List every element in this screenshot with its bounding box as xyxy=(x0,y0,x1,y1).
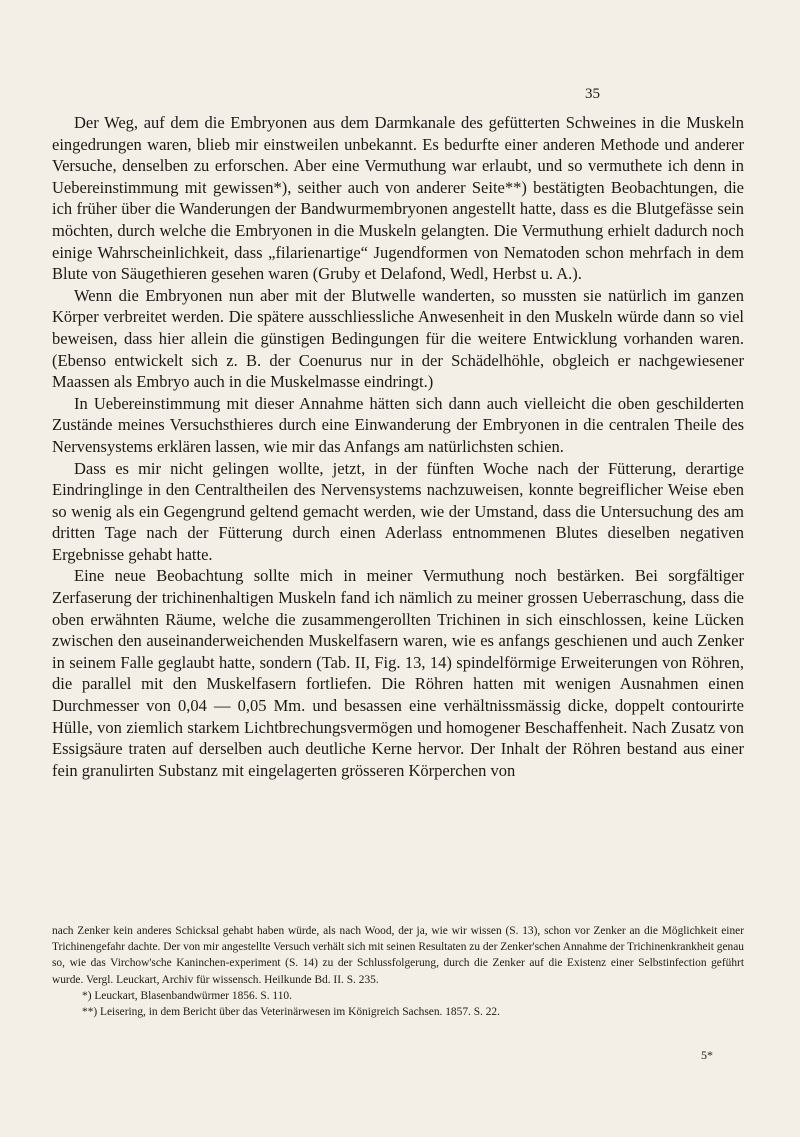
paragraph: Wenn die Embryonen nun aber mit der Blutwelle wanderten, so mussten sie natürlich im ganzen Körper verbreitet werden. Die spätere ausschliessliche Anwesenheit in den Muskeln würde dann so viel beweisen, dass hier allein die günstigen Bedingungen für die weitere Entwicklung vorhanden waren. (Ebenso entwickelt sich z. B. der Coenurus nur in der Schädelhöhle, obgleich er nachgewiesener Maassen als Embryo auch in die Muskelmasse eindringt.) xyxy=(52,285,744,392)
footnotes xyxy=(52,923,744,1020)
paragraph: In Uebereinstimmung mit dieser Annahme hätten sich dann auch vielleicht die oben geschilderten Zustände meines Versuchsthieres durch eine Einwanderung der Embryonen in die centralen Theile des Nervensystems erklären lassen, wie mir das Anfangs am natürlichsten schien. xyxy=(52,393,744,456)
footnote-continuation: nach Zenker kein anderes Schicksal gehabt haben würde, als nach Wood, der ja, wie wir wissen (S. 13), schon vor Zenker an die Möglichkeit einer Trichinengefahr dachte. Der von mir angestellte Versuch verhält sich mit seinen Resultaten zu der Zenker'schen Annahme der Trichinenkrankheit genau so, wie das Virchow'sche Kaninchen-experiment (S. 14) zu der Schlussfolgerung, durch die Zenker auf die Existenz einer Selbstinfection geführt wurde. Vergl. Leuckart, Archiv für wissensch. Heilkunde Bd. II. S. 235. xyxy=(52,925,744,986)
body-text xyxy=(52,112,744,781)
footnote: **) Leisering, in dem Bericht über das Veterinärwesen im Königreich Sachsen. 1857. S. 22. xyxy=(82,1006,500,1019)
signature-mark: 5* xyxy=(701,1048,713,1062)
paragraph: Eine neue Beobachtung sollte mich in meiner Vermuthung noch bestärken. Bei sorgfältiger Zerfaserung der trichinenhaltigen Muskeln fand ich nämlich zu meiner grossen Ueberraschung, dass die oben erwähnten Räume, welche die zusammengerollten Trichinen in sich einschlossen, keine Lücken zwischen den auseinanderweichenden Muskelfasern waren, wie es anfangs geschienen und auch Zenker in seinem Falle geglaubt hatte, sondern (Tab. II, Fig. 13, 14) spindelförmige Erweiterungen von Röhren, die parallel mit den Muskelfasern fortliefen. Die Röhren hatten mit wenigen Ausnahmen einen Durchmesser von 0,04 — 0,05 Mm. und besassen eine verhältnissmässig dicke, doppelt contourirte Hülle, von ziemlich starkem Lichtbrechungsvermögen und homogener Beschaffenheit. Nach Zusatz von Essigsäure traten auf derselben auch deutliche Kerne hervor. Der Inhalt der Röhren bestand aus einer fein granulirten Substanz mit eingelagerten grösseren Körperchen von xyxy=(52,566,744,780)
page-number: 35 xyxy=(585,86,600,102)
footnote: *) Leuckart, Blasenbandwürmer 1856. S. 110. xyxy=(82,989,292,1002)
paragraph: Der Weg, auf dem die Embryonen aus dem Darmkanale des gefütterten Schweines in die Muskeln eingedrungen waren, blieb mir einstweilen unbekannt. Es bedurfte einer anderen Methode und anderer Versuche, denselben zu erforschen. Aber eine Vermuthung war erlaubt, und so vermuthete ich denn in Uebereinstimmung mit gewissen*), seither auch von anderer Seite**) bestätigten Beobachtungen, die ich früher über die Wanderungen der Bandwurmembryonen angestellt hatte, dass es die Blutgefässe sein möchten, durch welche die Embryonen in die Muskeln gelangten. Die Vermuthung erhielt dadurch noch einige Wahrscheinlichkeit, dass „filarienartige“ Jugendformen von Nematoden schon mehrfach in dem Blute von Säugethieren gesehen waren (Gruby et Delafond, Wedl, Herbst u. A.). xyxy=(52,113,744,284)
paragraph: Dass es mir nicht gelingen wollte, jetzt, in der fünften Woche nach der Fütterung, derartige Eindringlinge in den Centraltheilen des Nervensystems nachzuweisen, konnte begreiflicher Weise eben so wenig als ein Gegengrund geltend gemacht werden, wie der Umstand, dass die Untersuchung des am dritten Tage nach der Fütterung durch einen Aderlass entnommenen Blutes dieselben negativen Ergebnisse gehabt hatte. xyxy=(52,458,744,564)
